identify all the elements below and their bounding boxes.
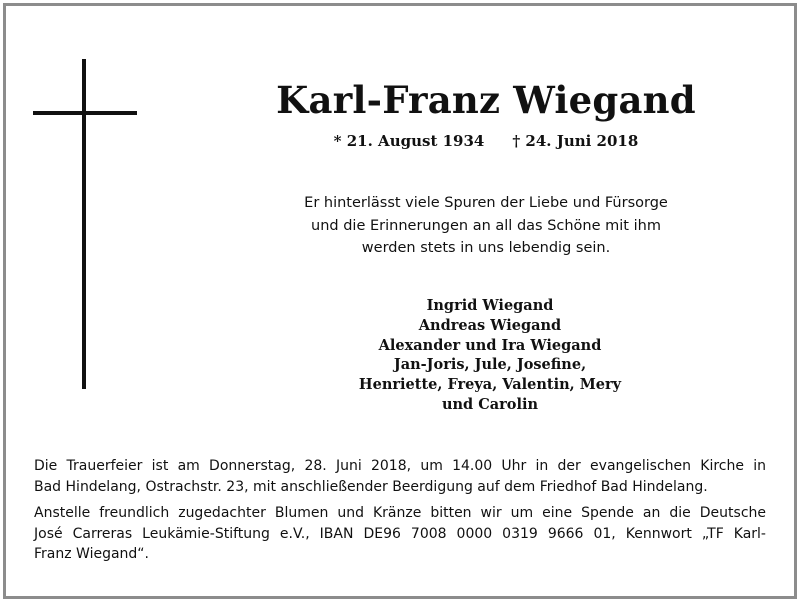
- cross-icon-horizontal-bar: [33, 111, 137, 115]
- mourner-name: und Carolin: [441, 395, 539, 413]
- funeral-paragraph: [34, 456, 766, 497]
- mourner-name: Jan-Joris, Jule, Josefine,: [393, 356, 587, 374]
- death-date: † 24. Juni 2018: [512, 132, 639, 150]
- donation-line: José Carreras Leukämie-Stiftung e.V., IBAN DE96 7008 0000 0319 9666 01, Kennwort „TF Karl-: [34, 525, 766, 542]
- birth-date: * 21. August 1934: [333, 132, 485, 150]
- funeral-notice: [34, 456, 766, 565]
- life-dates: [236, 130, 736, 152]
- mourner-name: Ingrid Wiegand: [426, 297, 554, 314]
- donation-paragraph: [34, 503, 766, 565]
- cross-icon-vertical-bar: [82, 59, 86, 389]
- mourner-name: Andreas Wiegand: [418, 316, 562, 334]
- donation-line: Franz Wiegand“.: [34, 546, 150, 562]
- donation-line: Anstelle freundlich zugedachter Blumen und Kränze bitten wir um eine Spende an die Deutsche: [34, 505, 766, 521]
- mourners-list: [240, 296, 740, 415]
- mourner-name: Alexander und Ira Wiegand: [378, 336, 602, 354]
- quote-line: werden stets in uns lebendig sein.: [361, 240, 611, 256]
- funeral-line: Bad Hindelang, Ostrachstr. 23, mit anschließender Beerdigung auf dem Friedhof Bad Hindelang.: [34, 478, 708, 495]
- quote-line: Er hinterlässt viele Spuren der Liebe und Fürsorge: [304, 195, 668, 211]
- funeral-line: Die Trauerfeier ist am Donnerstag, 28. Juni 2018, um 14.00 Uhr in der evangelischen Kirche in: [34, 458, 766, 474]
- quote-line: und die Erinnerungen an all das Schöne mit ihm: [311, 217, 661, 234]
- memorial-quote: [236, 192, 736, 260]
- mourner-name: Henriette, Freya, Valentin, Mery: [358, 376, 622, 394]
- deceased-name: Karl-Franz Wiegand: [276, 78, 696, 122]
